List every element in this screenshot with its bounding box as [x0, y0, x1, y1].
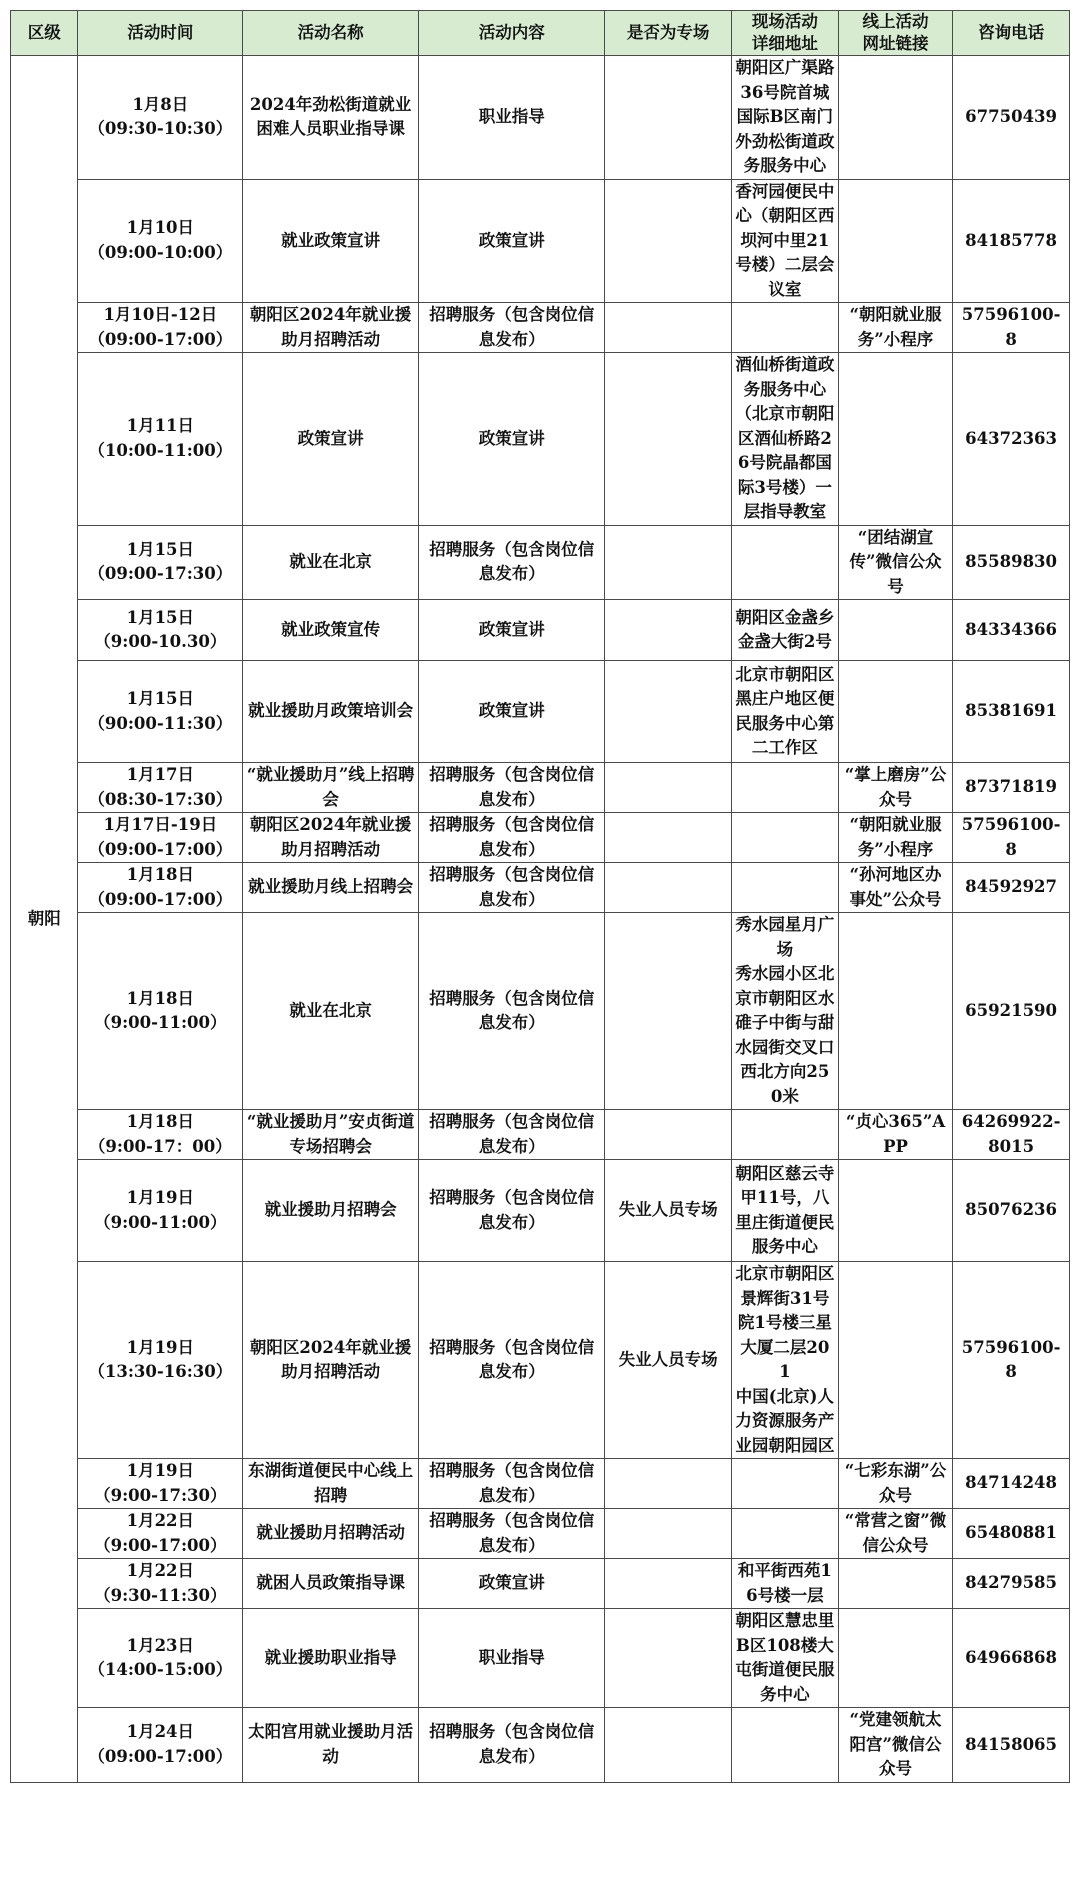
- cell-content: 招聘服务（包含岗位信息发布）: [418, 913, 605, 1110]
- cell-online: [838, 661, 952, 763]
- table-row: [11, 1110, 1070, 1160]
- cell-phone: 67750439: [953, 56, 1070, 180]
- table-row: [11, 1160, 1070, 1262]
- cell-special: [605, 1459, 731, 1509]
- cell-hours: （9:30-11:30）: [94, 1585, 227, 1605]
- cell-address: 朝阳区慧忠里B区108楼大屯街道便民服务中心: [731, 1609, 838, 1708]
- cell-online: “七彩东湖”公众号: [838, 1459, 952, 1509]
- cell-online: “朝阳就业服务”小程序: [838, 813, 952, 863]
- cell-address: 朝阳区慈云寺甲11号，八里庄街道便民服务中心: [731, 1160, 838, 1262]
- cell-date: 1月17日-19日: [103, 815, 218, 834]
- table-row: [11, 813, 1070, 863]
- table-row: [11, 179, 1070, 303]
- cell-online: [838, 1160, 952, 1262]
- cell-special: [605, 56, 731, 180]
- cell-content: 招聘服务（包含岗位信息发布）: [418, 1459, 605, 1509]
- table-row: [11, 1559, 1070, 1609]
- cell-time: [78, 303, 243, 353]
- cell-time: [78, 1609, 243, 1708]
- cell-phone: 85076236: [953, 1160, 1070, 1262]
- cell-name: 就困人员政策指导课: [243, 1559, 419, 1609]
- cell-phone: 65480881: [953, 1509, 1070, 1559]
- cell-special: [605, 1708, 731, 1783]
- cell-date: 1月10日: [126, 218, 195, 238]
- cell-special: [605, 525, 731, 600]
- cell-time: [78, 913, 243, 1110]
- cell-phone: 57596100-8: [953, 1262, 1070, 1459]
- cell-special: [605, 913, 731, 1110]
- cell-content: 招聘服务（包含岗位信息发布）: [418, 1110, 605, 1160]
- cell-time: [78, 525, 243, 600]
- header-phone: 咨询电话: [953, 11, 1070, 56]
- cell-content: 政策宣讲: [418, 1559, 605, 1609]
- cell-phone: 64269922-8015: [953, 1110, 1070, 1160]
- cell-online: “团结湖宣传”微信公众号: [838, 525, 952, 600]
- cell-time: [78, 763, 243, 813]
- cell-content: 招聘服务（包含岗位信息发布）: [418, 1262, 605, 1459]
- table-row: [11, 763, 1070, 813]
- header-row: [11, 11, 1070, 56]
- table-row: [11, 600, 1070, 661]
- cell-hours: （90:00-11:30）: [88, 713, 233, 733]
- cell-hours: （08:30-17:30）: [88, 789, 233, 809]
- cell-content: 招聘服务（包含岗位信息发布）: [418, 525, 605, 600]
- cell-content: 职业指导: [418, 1609, 605, 1708]
- cell-content: 政策宣讲: [418, 600, 605, 661]
- cell-name: 朝阳区2024年就业援助月招聘活动: [243, 303, 419, 353]
- cell-special: [605, 600, 731, 661]
- cell-special: [605, 763, 731, 813]
- cell-hours: （09:00-10:00）: [88, 242, 233, 262]
- cell-content: 招聘服务（包含岗位信息发布）: [418, 763, 605, 813]
- cell-address: 香河园便民中心（朝阳区西坝河中里21号楼）二层会议室: [731, 179, 838, 303]
- cell-name: 就业政策宣传: [243, 600, 419, 661]
- activity-table: [10, 10, 1070, 1783]
- cell-name: 就业援助月线上招聘会: [243, 863, 419, 913]
- header-online: 线上活动 网址链接: [838, 11, 952, 56]
- cell-hours: （09:00-17:00）: [88, 889, 233, 909]
- header-special: 是否为专场: [605, 11, 731, 56]
- cell-date: 1月22日: [126, 1561, 195, 1580]
- cell-time: [78, 1110, 243, 1160]
- cell-date: 1月18日: [126, 865, 195, 884]
- cell-address: [731, 525, 838, 600]
- cell-hours: （10:00-11:00）: [88, 440, 233, 460]
- cell-date: 1月22日: [126, 1511, 195, 1530]
- cell-special: [605, 1559, 731, 1609]
- cell-hours: （14:00-15:00）: [88, 1660, 233, 1679]
- cell-date: 1月18日: [126, 988, 195, 1008]
- cell-date: 1月23日: [126, 1635, 195, 1655]
- table-row: [11, 1708, 1070, 1783]
- cell-address: 秀水园星月广场 秀水园小区北京市朝阳区水碓子中街与甜水园街交叉口西北方向250米: [731, 913, 838, 1110]
- cell-content: 招聘服务（包含岗位信息发布）: [418, 813, 605, 863]
- cell-online: [838, 353, 952, 526]
- cell-time: [78, 813, 243, 863]
- cell-special: [605, 863, 731, 913]
- header-district: 区级: [11, 11, 78, 56]
- cell-phone: 57596100-8: [953, 303, 1070, 353]
- cell-address: 北京市朝阳区景辉街31号院1号楼三星大厦二层201 中国(北京)人力资源服务产业园朝阳园区: [731, 1262, 838, 1459]
- cell-name: 就业在北京: [243, 913, 419, 1110]
- cell-date: 1月15日: [126, 689, 195, 708]
- cell-address: [731, 1509, 838, 1559]
- cell-time: [78, 661, 243, 763]
- cell-address: [731, 763, 838, 813]
- cell-phone: 84185778: [953, 179, 1070, 303]
- cell-name: 政策宣讲: [243, 353, 419, 526]
- cell-hours: （09:00-17:30）: [88, 564, 233, 584]
- cell-address: 朝阳区广渠路36号院首城国际B区南门外劲松街道政务服务中心: [731, 56, 838, 180]
- cell-online: [838, 1609, 952, 1708]
- cell-address: [731, 303, 838, 353]
- cell-phone: 85381691: [953, 661, 1070, 763]
- cell-special: [605, 1609, 731, 1708]
- cell-online: [838, 1262, 952, 1459]
- cell-phone: 65921590: [953, 913, 1070, 1110]
- header-time: 活动时间: [78, 11, 243, 56]
- cell-address: [731, 1459, 838, 1509]
- cell-online: “孙河地区办事处”公众号: [838, 863, 952, 913]
- cell-address: 酒仙桥街道政务服务中心（北京市朝阳区酒仙桥路26号院晶都国际3号楼）一层指导教室: [731, 353, 838, 526]
- cell-date: 1月11日: [126, 416, 195, 436]
- cell-content: 招聘服务（包含岗位信息发布）: [418, 1509, 605, 1559]
- cell-district: 朝阳: [11, 56, 78, 1783]
- table-body: [11, 56, 1070, 1783]
- cell-date: 1月19日: [126, 1461, 195, 1480]
- cell-special: [605, 353, 731, 526]
- cell-name: 朝阳区2024年就业援助月招聘活动: [243, 813, 419, 863]
- cell-name: 就业援助月招聘会: [243, 1160, 419, 1262]
- cell-hours: （9:00-10.30）: [94, 632, 227, 651]
- cell-online: [838, 56, 952, 180]
- cell-date: 1月10日-12日: [103, 305, 218, 324]
- header-name: 活动名称: [243, 11, 419, 56]
- cell-content: 招聘服务（包含岗位信息发布）: [418, 1708, 605, 1783]
- cell-time: [78, 1559, 243, 1609]
- cell-date: 1月19日: [126, 1337, 195, 1357]
- cell-time: [78, 353, 243, 526]
- cell-date: 1月8日: [132, 94, 189, 114]
- cell-phone: 84592927: [953, 863, 1070, 913]
- cell-online: “贞心365”APP: [838, 1110, 952, 1160]
- cell-name: “就业援助月”安贞街道专场招聘会: [243, 1110, 419, 1160]
- cell-time: [78, 1262, 243, 1459]
- cell-online: [838, 600, 952, 661]
- cell-time: [78, 1160, 243, 1262]
- table-row: [11, 661, 1070, 763]
- header-content: 活动内容: [418, 11, 605, 56]
- table-row: [11, 863, 1070, 913]
- cell-hours: （09:00-17:00）: [88, 1746, 233, 1766]
- cell-content: 招聘服务（包含岗位信息发布）: [418, 303, 605, 353]
- cell-phone: 84279585: [953, 1559, 1070, 1609]
- cell-content: 政策宣讲: [418, 661, 605, 763]
- cell-date: 1月15日: [126, 539, 195, 559]
- cell-hours: （9:00-11:00）: [94, 1013, 227, 1032]
- table-row: [11, 525, 1070, 600]
- cell-content: 政策宣讲: [418, 353, 605, 526]
- cell-content: 招聘服务（包含岗位信息发布）: [418, 1160, 605, 1262]
- cell-name: 就业援助月政策培训会: [243, 661, 419, 763]
- cell-phone: 87371819: [953, 763, 1070, 813]
- cell-name: 就业援助月招聘活动: [243, 1509, 419, 1559]
- cell-online: “党建领航太阳宫”微信公众号: [838, 1708, 952, 1783]
- cell-online: [838, 1559, 952, 1609]
- cell-phone: 64966868: [953, 1609, 1070, 1708]
- cell-address: 朝阳区金盏乡金盏大街2号: [731, 600, 838, 661]
- cell-content: 政策宣讲: [418, 179, 605, 303]
- cell-address: [731, 813, 838, 863]
- cell-time: [78, 1459, 243, 1509]
- header-address: 现场活动 详细地址: [731, 11, 838, 56]
- cell-special: [605, 303, 731, 353]
- cell-time: [78, 56, 243, 180]
- cell-content: 招聘服务（包含岗位信息发布）: [418, 863, 605, 913]
- cell-time: [78, 1708, 243, 1783]
- table-row: [11, 353, 1070, 526]
- cell-special: [605, 179, 731, 303]
- cell-hours: （09:00-17:00）: [88, 839, 233, 859]
- cell-name: 就业在北京: [243, 525, 419, 600]
- cell-name: “就业援助月”线上招聘会: [243, 763, 419, 813]
- cell-date: 1月19日: [126, 1188, 195, 1207]
- cell-name: 就业援助职业指导: [243, 1609, 419, 1708]
- table-row: [11, 1262, 1070, 1459]
- cell-hours: （13:30-16:30）: [88, 1362, 233, 1381]
- cell-time: [78, 600, 243, 661]
- cell-hours: （09:00-17:00）: [88, 329, 233, 349]
- cell-time: [78, 179, 243, 303]
- cell-date: 1月15日: [126, 607, 195, 627]
- cell-special: 失业人员专场: [605, 1262, 731, 1459]
- cell-date: 1月24日: [126, 1722, 195, 1742]
- cell-hours: （9:00-17:00）: [94, 1535, 227, 1555]
- cell-content: 职业指导: [418, 56, 605, 180]
- cell-date: 1月18日: [126, 1112, 195, 1131]
- table-row: [11, 913, 1070, 1110]
- cell-phone: 84334366: [953, 600, 1070, 661]
- cell-date: 1月17日: [126, 765, 195, 784]
- cell-online: “朝阳就业服务”小程序: [838, 303, 952, 353]
- cell-time: [78, 1509, 243, 1559]
- cell-online: [838, 913, 952, 1110]
- cell-name: 2024年劲松街道就业困难人员职业指导课: [243, 56, 419, 180]
- cell-phone: 84158065: [953, 1708, 1070, 1783]
- cell-name: 就业政策宣讲: [243, 179, 419, 303]
- cell-phone: 85589830: [953, 525, 1070, 600]
- cell-online: [838, 179, 952, 303]
- cell-address: [731, 1110, 838, 1160]
- cell-special: [605, 1110, 731, 1160]
- table-row: [11, 1509, 1070, 1559]
- cell-hours: （9:00-11:00）: [94, 1212, 227, 1232]
- cell-name: 朝阳区2024年就业援助月招聘活动: [243, 1262, 419, 1459]
- table-row: [11, 1459, 1070, 1509]
- cell-special: [605, 813, 731, 863]
- cell-address: [731, 1708, 838, 1783]
- cell-name: 东湖街道便民中心线上招聘: [243, 1459, 419, 1509]
- cell-phone: 57596100-8: [953, 813, 1070, 863]
- cell-special: [605, 661, 731, 763]
- cell-hours: （09:30-10:30）: [88, 119, 233, 139]
- cell-special: 失业人员专场: [605, 1160, 731, 1262]
- table-row: [11, 1609, 1070, 1708]
- cell-address: 和平街西苑16号楼一层: [731, 1559, 838, 1609]
- cell-special: [605, 1509, 731, 1559]
- cell-hours: （9:00-17:30）: [94, 1485, 227, 1505]
- cell-phone: 64372363: [953, 353, 1070, 526]
- cell-address: 北京市朝阳区黑庄户地区便民服务中心第二工作区: [731, 661, 838, 763]
- cell-hours: （9:00-17：00）: [88, 1136, 232, 1156]
- cell-time: [78, 863, 243, 913]
- cell-name: 太阳宫用就业援助月活动: [243, 1708, 419, 1783]
- cell-online: “常营之窗”微信公众号: [838, 1509, 952, 1559]
- table-row: [11, 303, 1070, 353]
- cell-address: [731, 863, 838, 913]
- table-row: [11, 56, 1070, 180]
- cell-phone: 84714248: [953, 1459, 1070, 1509]
- cell-online: “掌上磨房”公众号: [838, 763, 952, 813]
